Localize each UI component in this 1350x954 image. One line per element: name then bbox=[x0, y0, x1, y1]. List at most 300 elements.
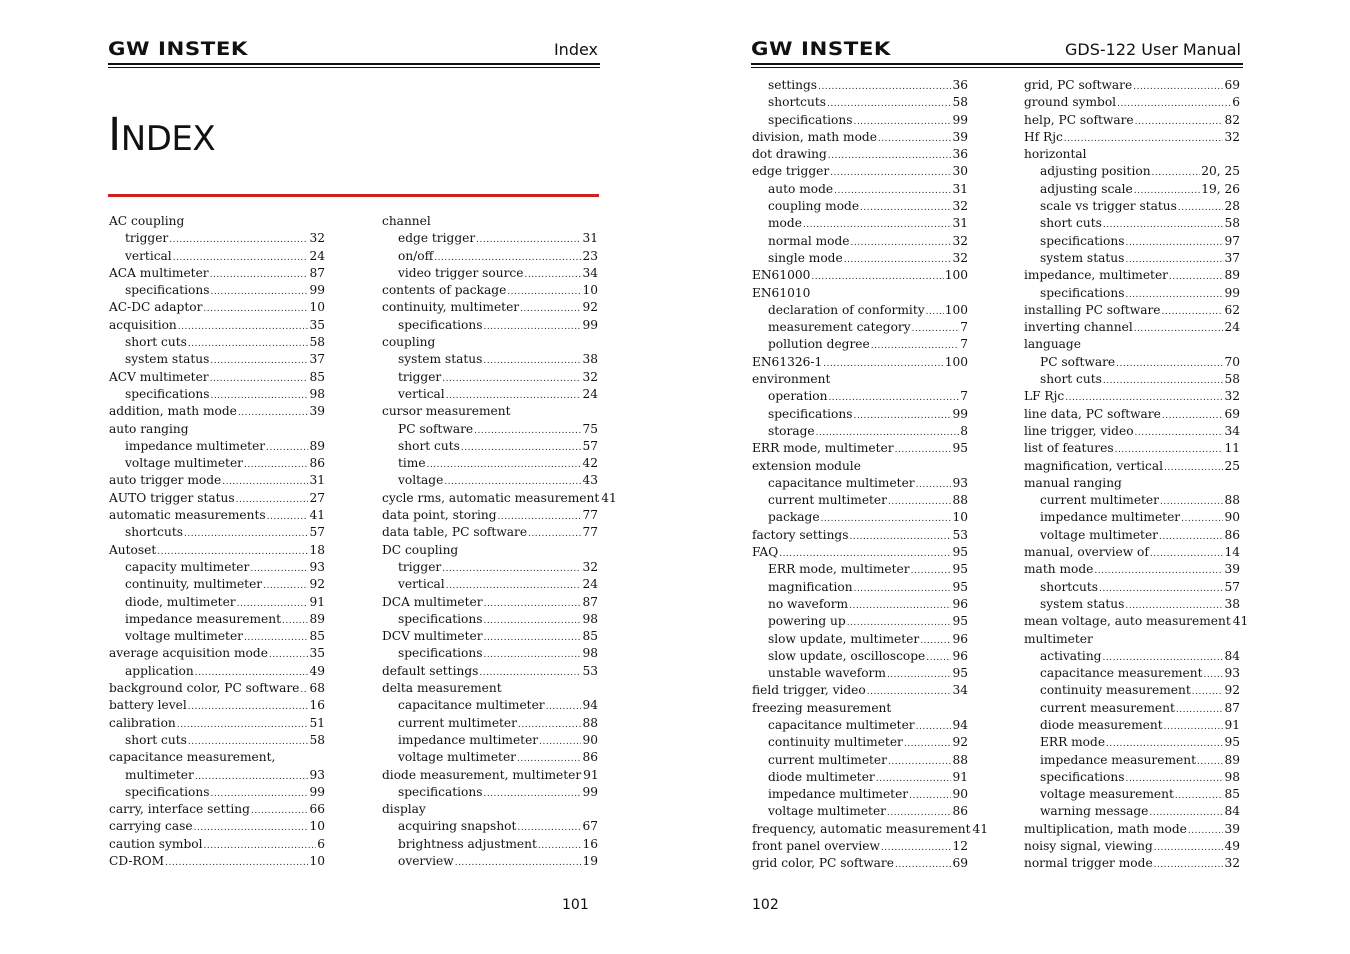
index-page-ref: 57 bbox=[309, 525, 325, 540]
index-page-ref: 32 bbox=[1224, 856, 1240, 871]
index-page-ref: 99 bbox=[1224, 285, 1240, 300]
index-term: LF Rjc bbox=[1024, 389, 1065, 404]
index-entry bbox=[752, 267, 968, 284]
index-term: edge trigger bbox=[752, 164, 830, 179]
index-term: line data, PC software bbox=[1024, 406, 1161, 421]
index-entry bbox=[109, 680, 325, 697]
index-page-ref: 67 bbox=[582, 819, 598, 834]
index-subentry bbox=[109, 767, 325, 784]
index-term: noisy signal, viewing bbox=[1024, 839, 1153, 854]
index-subentry bbox=[109, 576, 325, 593]
index-subentry bbox=[382, 784, 598, 801]
index-term: adjusting scale bbox=[1040, 181, 1133, 196]
index-term: coupling bbox=[382, 335, 436, 350]
index-term: vertical bbox=[398, 577, 445, 592]
index-term: ERR mode, multimeter bbox=[768, 562, 910, 577]
index-term: application bbox=[125, 663, 194, 678]
index-term: coupling mode bbox=[768, 199, 860, 214]
index-term: specifications bbox=[1040, 769, 1125, 784]
index-term: current multimeter bbox=[1040, 493, 1159, 508]
index-subentry bbox=[382, 351, 598, 368]
index-term: scale vs trigger status bbox=[1040, 199, 1177, 214]
index-page-ref: 93 bbox=[309, 767, 325, 782]
index-entry bbox=[1024, 94, 1240, 111]
index-entry bbox=[109, 490, 325, 507]
index-page-ref: 24 bbox=[1224, 320, 1240, 335]
index-entry bbox=[382, 213, 598, 230]
index-page-ref: 99 bbox=[582, 784, 598, 799]
index-term: EN61010 bbox=[752, 285, 811, 300]
index-page-ref: 99 bbox=[952, 406, 968, 421]
index-page-ref: 86 bbox=[582, 750, 598, 765]
index-entry bbox=[752, 700, 968, 717]
index-subentry bbox=[752, 786, 968, 803]
index-page-ref: 98 bbox=[582, 611, 598, 626]
index-subentry bbox=[382, 853, 598, 870]
index-subentry bbox=[109, 248, 325, 265]
index-term: average acquisition mode bbox=[109, 646, 268, 661]
index-subentry bbox=[752, 648, 968, 665]
index-entry bbox=[1024, 129, 1240, 146]
index-entry bbox=[109, 697, 325, 714]
index-term: installing PC software bbox=[1024, 302, 1161, 317]
index-term: system status bbox=[1040, 250, 1125, 265]
index-page-ref: 58 bbox=[1224, 372, 1240, 387]
index-page-ref: 85 bbox=[309, 369, 325, 384]
index-entry bbox=[382, 801, 598, 818]
index-page-ref: 82 bbox=[1224, 112, 1240, 127]
right-page bbox=[751, 0, 1249, 954]
brand-logo: GW INSTEK bbox=[108, 38, 248, 60]
index-page-ref: 96 bbox=[952, 631, 968, 646]
index-term: grid color, PC software bbox=[752, 856, 894, 871]
index-page-ref: 90 bbox=[1224, 510, 1240, 525]
index-entry bbox=[752, 855, 968, 872]
index-page-ref: 95 bbox=[1224, 735, 1240, 750]
index-page-ref: 37 bbox=[1224, 250, 1240, 265]
index-page-ref: 98 bbox=[1224, 769, 1240, 784]
index-page-ref: 91 bbox=[583, 767, 599, 782]
index-entry bbox=[1024, 821, 1240, 838]
index-page-ref: 19 bbox=[582, 853, 598, 868]
index-term: auto ranging bbox=[109, 421, 189, 436]
index-term: specifications bbox=[398, 611, 483, 626]
index-subentry bbox=[752, 112, 968, 129]
index-page-ref: 58 bbox=[309, 732, 325, 747]
index-term: line trigger, video bbox=[1024, 423, 1134, 438]
index-term: impedance multimeter bbox=[125, 438, 266, 453]
index-page-ref: 68 bbox=[309, 681, 325, 696]
index-subentry bbox=[1024, 163, 1240, 180]
index-subentry bbox=[1024, 233, 1240, 250]
index-page-ref: 84 bbox=[1224, 648, 1240, 663]
index-subentry bbox=[1024, 682, 1240, 699]
index-page-ref: 7 bbox=[960, 320, 968, 335]
index-entry bbox=[109, 749, 325, 766]
index-term: impedance multimeter bbox=[768, 787, 909, 802]
index-page-ref: 24 bbox=[582, 386, 598, 401]
index-subentry bbox=[1024, 250, 1240, 267]
index-page-ref: 18 bbox=[309, 542, 325, 557]
index-subentry bbox=[752, 734, 968, 751]
index-term: capacitance multimeter bbox=[768, 475, 915, 490]
index-page-ref: 95 bbox=[952, 614, 968, 629]
index-entry bbox=[109, 507, 325, 524]
index-term: powering up bbox=[768, 614, 846, 629]
index-term: edge trigger bbox=[398, 231, 476, 246]
index-subentry bbox=[1024, 579, 1240, 596]
index-page-ref: 85 bbox=[1224, 787, 1240, 802]
index-term: system status bbox=[1040, 596, 1125, 611]
index-page-ref: 95 bbox=[952, 666, 968, 681]
index-page-ref: 99 bbox=[309, 283, 325, 298]
index-term: ACV multimeter bbox=[109, 369, 209, 384]
index-entry bbox=[382, 524, 598, 541]
index-page-ref: 89 bbox=[1224, 268, 1240, 283]
index-page-ref: 39 bbox=[309, 404, 325, 419]
index-page-ref: 99 bbox=[952, 112, 968, 127]
index-entry bbox=[752, 544, 968, 561]
index-term: ground symbol bbox=[1024, 95, 1117, 110]
index-subentry bbox=[382, 317, 598, 334]
index-term: channel bbox=[382, 214, 431, 228]
index-page-ref: 19, 26 bbox=[1201, 181, 1240, 196]
index-term: background color, PC software bbox=[109, 681, 300, 696]
index-page-ref: 41 bbox=[309, 508, 325, 523]
index-page-ref: 95 bbox=[952, 441, 968, 456]
index-entry bbox=[1024, 112, 1240, 129]
index-page-ref: 90 bbox=[582, 732, 598, 747]
index-term: manual, overview of bbox=[1024, 545, 1149, 560]
index-term: CD-ROM bbox=[109, 853, 165, 868]
index-subentry bbox=[1024, 354, 1240, 371]
index-term: voltage multimeter bbox=[398, 750, 516, 765]
index-page-ref: 36 bbox=[952, 147, 968, 162]
index-page-ref: 30 bbox=[952, 164, 968, 179]
index-subentry bbox=[752, 388, 968, 405]
index-entry bbox=[1024, 77, 1240, 94]
index-page-ref: 31 bbox=[582, 231, 598, 246]
index-page-ref: 88 bbox=[952, 493, 968, 508]
index-page-ref: 34 bbox=[1224, 423, 1240, 438]
index-term: measurement category bbox=[768, 320, 911, 335]
index-subentry bbox=[382, 715, 598, 732]
index-page-ref: 31 bbox=[952, 181, 968, 196]
index-term: specifications bbox=[1040, 285, 1125, 300]
index-term: manual ranging bbox=[1024, 475, 1122, 490]
index-term: system status bbox=[398, 352, 483, 367]
index-page-ref: 10 bbox=[952, 510, 968, 525]
index-page-ref: 85 bbox=[582, 629, 598, 644]
index-subentry bbox=[109, 628, 325, 645]
header-rule bbox=[108, 63, 600, 65]
index-page-ref: 49 bbox=[309, 663, 325, 678]
index-page-ref: 32 bbox=[952, 250, 968, 265]
index-term: specifications bbox=[125, 386, 210, 401]
index-term: voltage multimeter bbox=[125, 629, 243, 644]
index-page-ref: 11 bbox=[1224, 441, 1240, 456]
index-page-ref: 53 bbox=[582, 663, 598, 678]
index-page-ref: 35 bbox=[309, 646, 325, 661]
index-entry bbox=[752, 440, 968, 457]
index-term: addition, math mode bbox=[109, 404, 237, 419]
index-subentry bbox=[1024, 181, 1240, 198]
index-term: impedance measurement bbox=[1040, 752, 1196, 767]
index-subentry bbox=[752, 596, 968, 613]
page-number: 101 bbox=[562, 897, 589, 913]
index-term: frequency, automatic measurement bbox=[752, 821, 971, 836]
index-entry bbox=[1024, 319, 1240, 336]
index-term: current multimeter bbox=[768, 493, 887, 508]
index-term: shortcuts bbox=[768, 95, 826, 110]
index-page-ref: 86 bbox=[952, 804, 968, 819]
page-number: 102 bbox=[752, 897, 779, 913]
index-subentry bbox=[752, 509, 968, 526]
index-subentry bbox=[382, 576, 598, 593]
index-page-ref: 39 bbox=[1224, 562, 1240, 577]
index-term: default settings bbox=[382, 663, 479, 678]
index-term: FAQ bbox=[752, 545, 779, 560]
index-entry bbox=[382, 403, 598, 420]
index-entry bbox=[109, 853, 325, 870]
index-term: horizontal bbox=[1024, 147, 1087, 162]
index-term: Hf Rjc bbox=[1024, 129, 1063, 144]
index-entry bbox=[109, 265, 325, 282]
index-page-ref: 53 bbox=[952, 527, 968, 542]
index-term: slow update, oscilloscope bbox=[768, 648, 926, 663]
index-term: continuity, multimeter bbox=[382, 300, 520, 315]
index-term: acquiring snapshot bbox=[398, 819, 517, 834]
index-term: carrying case bbox=[109, 819, 193, 834]
index-page-ref: 34 bbox=[952, 683, 968, 698]
index-term: normal mode bbox=[768, 233, 850, 248]
index-page-ref: 87 bbox=[1224, 700, 1240, 715]
index-subentry bbox=[1024, 371, 1240, 388]
index-page-ref: 89 bbox=[309, 438, 325, 453]
index-entry bbox=[752, 129, 968, 146]
index-subentry bbox=[1024, 734, 1240, 751]
index-entry bbox=[109, 801, 325, 818]
index-term: acquisition bbox=[109, 317, 177, 332]
index-term: capacitance multimeter bbox=[398, 698, 545, 713]
index-subentry bbox=[109, 386, 325, 403]
index-entry bbox=[752, 458, 968, 475]
index-entry bbox=[109, 213, 325, 230]
index-page-ref: 91 bbox=[1224, 717, 1240, 732]
index-term: DCA multimeter bbox=[382, 594, 483, 609]
index-page-ref: 31 bbox=[952, 216, 968, 231]
index-term: multiplication, math mode bbox=[1024, 821, 1187, 836]
index-column bbox=[382, 213, 617, 870]
index-page-ref: 16 bbox=[309, 698, 325, 713]
index-page-ref: 66 bbox=[309, 802, 325, 817]
index-subentry bbox=[1024, 786, 1240, 803]
index-page-ref: 92 bbox=[309, 577, 325, 592]
index-page-ref: 84 bbox=[1224, 804, 1240, 819]
index-page-ref: 8 bbox=[960, 423, 968, 438]
index-entry bbox=[109, 317, 325, 334]
index-page-ref: 77 bbox=[582, 508, 598, 523]
index-page-ref: 7 bbox=[960, 389, 968, 404]
index-page-ref: 32 bbox=[952, 199, 968, 214]
header-title: GDS-122 User Manual bbox=[1065, 40, 1241, 59]
index-term: calibration bbox=[109, 715, 176, 730]
index-subentry bbox=[1024, 665, 1240, 682]
index-page-ref: 100 bbox=[944, 268, 968, 283]
index-term: current multimeter bbox=[398, 715, 517, 730]
index-entry bbox=[1024, 561, 1240, 578]
index-page-ref: 32 bbox=[1224, 389, 1240, 404]
index-subentry bbox=[109, 732, 325, 749]
index-subentry bbox=[1024, 717, 1240, 734]
index-subentry bbox=[1024, 198, 1240, 215]
index-term: current multimeter bbox=[768, 752, 887, 767]
index-term: single mode bbox=[768, 250, 843, 265]
index-term: vertical bbox=[125, 248, 172, 263]
index-page-ref: 23 bbox=[582, 248, 598, 263]
index-term: declaration of conformity bbox=[768, 302, 925, 317]
index-term: impedance multimeter bbox=[398, 732, 539, 747]
index-term: PC software bbox=[398, 421, 474, 436]
index-page-ref: 98 bbox=[309, 386, 325, 401]
index-entry bbox=[752, 371, 968, 388]
index-page-ref: 20, 25 bbox=[1201, 164, 1240, 179]
index-entry bbox=[382, 282, 598, 299]
index-page-ref: 57 bbox=[1224, 579, 1240, 594]
index-term: data point, storing bbox=[382, 508, 497, 523]
index-page-ref: 41 bbox=[601, 490, 617, 505]
index-page-ref: 88 bbox=[1224, 493, 1240, 508]
index-page-ref: 69 bbox=[1224, 406, 1240, 421]
index-subentry bbox=[752, 717, 968, 734]
index-term: mean voltage, auto measurement bbox=[1024, 614, 1231, 629]
index-subentry bbox=[752, 492, 968, 509]
index-term: continuity measurement bbox=[1040, 683, 1191, 698]
index-subentry bbox=[752, 94, 968, 111]
index-term: on/off bbox=[398, 248, 434, 263]
index-column bbox=[1024, 77, 1249, 873]
index-page-ref: 100 bbox=[944, 302, 968, 317]
index-entry bbox=[382, 334, 598, 351]
index-term: brightness adjustment bbox=[398, 836, 537, 851]
index-term: auto trigger mode bbox=[109, 473, 222, 488]
index-page-ref: 90 bbox=[952, 787, 968, 802]
index-page-ref: 87 bbox=[309, 265, 325, 280]
index-term: mode bbox=[768, 216, 802, 231]
index-term: specifications bbox=[125, 784, 210, 799]
index-term: automatic measurements bbox=[109, 508, 266, 523]
index-subentry bbox=[1024, 215, 1240, 232]
index-entry bbox=[109, 818, 325, 835]
index-term: specifications bbox=[125, 283, 210, 298]
index-subentry bbox=[109, 594, 325, 611]
index-page-ref: 7 bbox=[960, 337, 968, 352]
index-term: magnification bbox=[768, 579, 853, 594]
index-subentry bbox=[109, 784, 325, 801]
index-entry bbox=[752, 821, 988, 838]
index-term: ACA multimeter bbox=[109, 265, 209, 280]
index-term: voltage multimeter bbox=[1040, 527, 1158, 542]
index-subentry bbox=[109, 455, 325, 472]
index-page-ref: 51 bbox=[309, 715, 325, 730]
index-page-ref: 70 bbox=[1224, 354, 1240, 369]
page-title-initial: I bbox=[108, 108, 121, 161]
index-entry bbox=[382, 628, 598, 645]
index-page-ref: 96 bbox=[952, 596, 968, 611]
index-page-ref: 99 bbox=[582, 317, 598, 332]
index-entry bbox=[382, 542, 598, 559]
index-term: EN61000 bbox=[752, 268, 811, 283]
index-term: capacitance measurement bbox=[1040, 666, 1203, 681]
index-term: specifications bbox=[1040, 233, 1125, 248]
index-page-ref: 69 bbox=[1224, 78, 1240, 92]
index-subentry bbox=[752, 319, 968, 336]
brand-logo: GW INSTEK bbox=[751, 38, 891, 60]
index-term: voltage multimeter bbox=[768, 804, 886, 819]
index-term: DC coupling bbox=[382, 542, 459, 557]
index-subentry bbox=[752, 475, 968, 492]
index-subentry bbox=[382, 818, 598, 835]
index-term: PC software bbox=[1040, 354, 1116, 369]
index-page-ref: 24 bbox=[309, 248, 325, 263]
index-subentry bbox=[382, 421, 598, 438]
index-term: list of features bbox=[1024, 441, 1114, 456]
index-page-ref: 69 bbox=[952, 856, 968, 871]
index-subentry bbox=[109, 230, 325, 247]
index-term: overview bbox=[398, 853, 454, 868]
index-page-ref: 92 bbox=[582, 300, 598, 315]
index-entry bbox=[1024, 631, 1240, 648]
index-term: help, PC software bbox=[1024, 112, 1134, 127]
index-page-ref: 34 bbox=[582, 265, 598, 280]
index-term: AC coupling bbox=[109, 214, 185, 228]
index-page-ref: 10 bbox=[309, 300, 325, 315]
dot-leader bbox=[165, 855, 308, 872]
index-term: grid, PC software bbox=[1024, 78, 1133, 92]
index-page-ref: 14 bbox=[1224, 545, 1240, 560]
index-term: adjusting position bbox=[1040, 164, 1151, 179]
index-entry bbox=[1024, 267, 1240, 284]
index-term: current measurement bbox=[1040, 700, 1175, 715]
index-term: battery level bbox=[109, 698, 187, 713]
index-page-ref: 27 bbox=[309, 490, 325, 505]
index-term: cycle rms, automatic measurement bbox=[382, 490, 600, 505]
index-term: video trigger source bbox=[398, 265, 524, 280]
index-page-ref: 92 bbox=[1224, 683, 1240, 698]
index-entry bbox=[382, 680, 598, 697]
index-entry bbox=[109, 421, 325, 438]
index-entry bbox=[1024, 146, 1240, 163]
index-entry bbox=[1024, 336, 1240, 353]
index-entry bbox=[1024, 613, 1249, 630]
index-subentry bbox=[752, 561, 968, 578]
index-subentry bbox=[109, 282, 325, 299]
page-title-rest: NDEX bbox=[120, 119, 216, 159]
index-term: capacity multimeter bbox=[125, 559, 250, 574]
index-page-ref: 31 bbox=[309, 473, 325, 488]
index-page-ref: 93 bbox=[1224, 666, 1240, 681]
index-term: voltage measurement bbox=[1040, 787, 1174, 802]
index-term: no waveform bbox=[768, 596, 849, 611]
index-subentry bbox=[382, 611, 598, 628]
index-entry bbox=[109, 369, 325, 386]
dot-leader bbox=[455, 855, 582, 872]
index-term: short cuts bbox=[1040, 372, 1102, 387]
index-page-ref: 28 bbox=[1224, 199, 1240, 214]
index-page-ref: 75 bbox=[582, 421, 598, 436]
index-page-ref: 42 bbox=[582, 456, 598, 471]
index-subentry bbox=[1024, 527, 1240, 544]
